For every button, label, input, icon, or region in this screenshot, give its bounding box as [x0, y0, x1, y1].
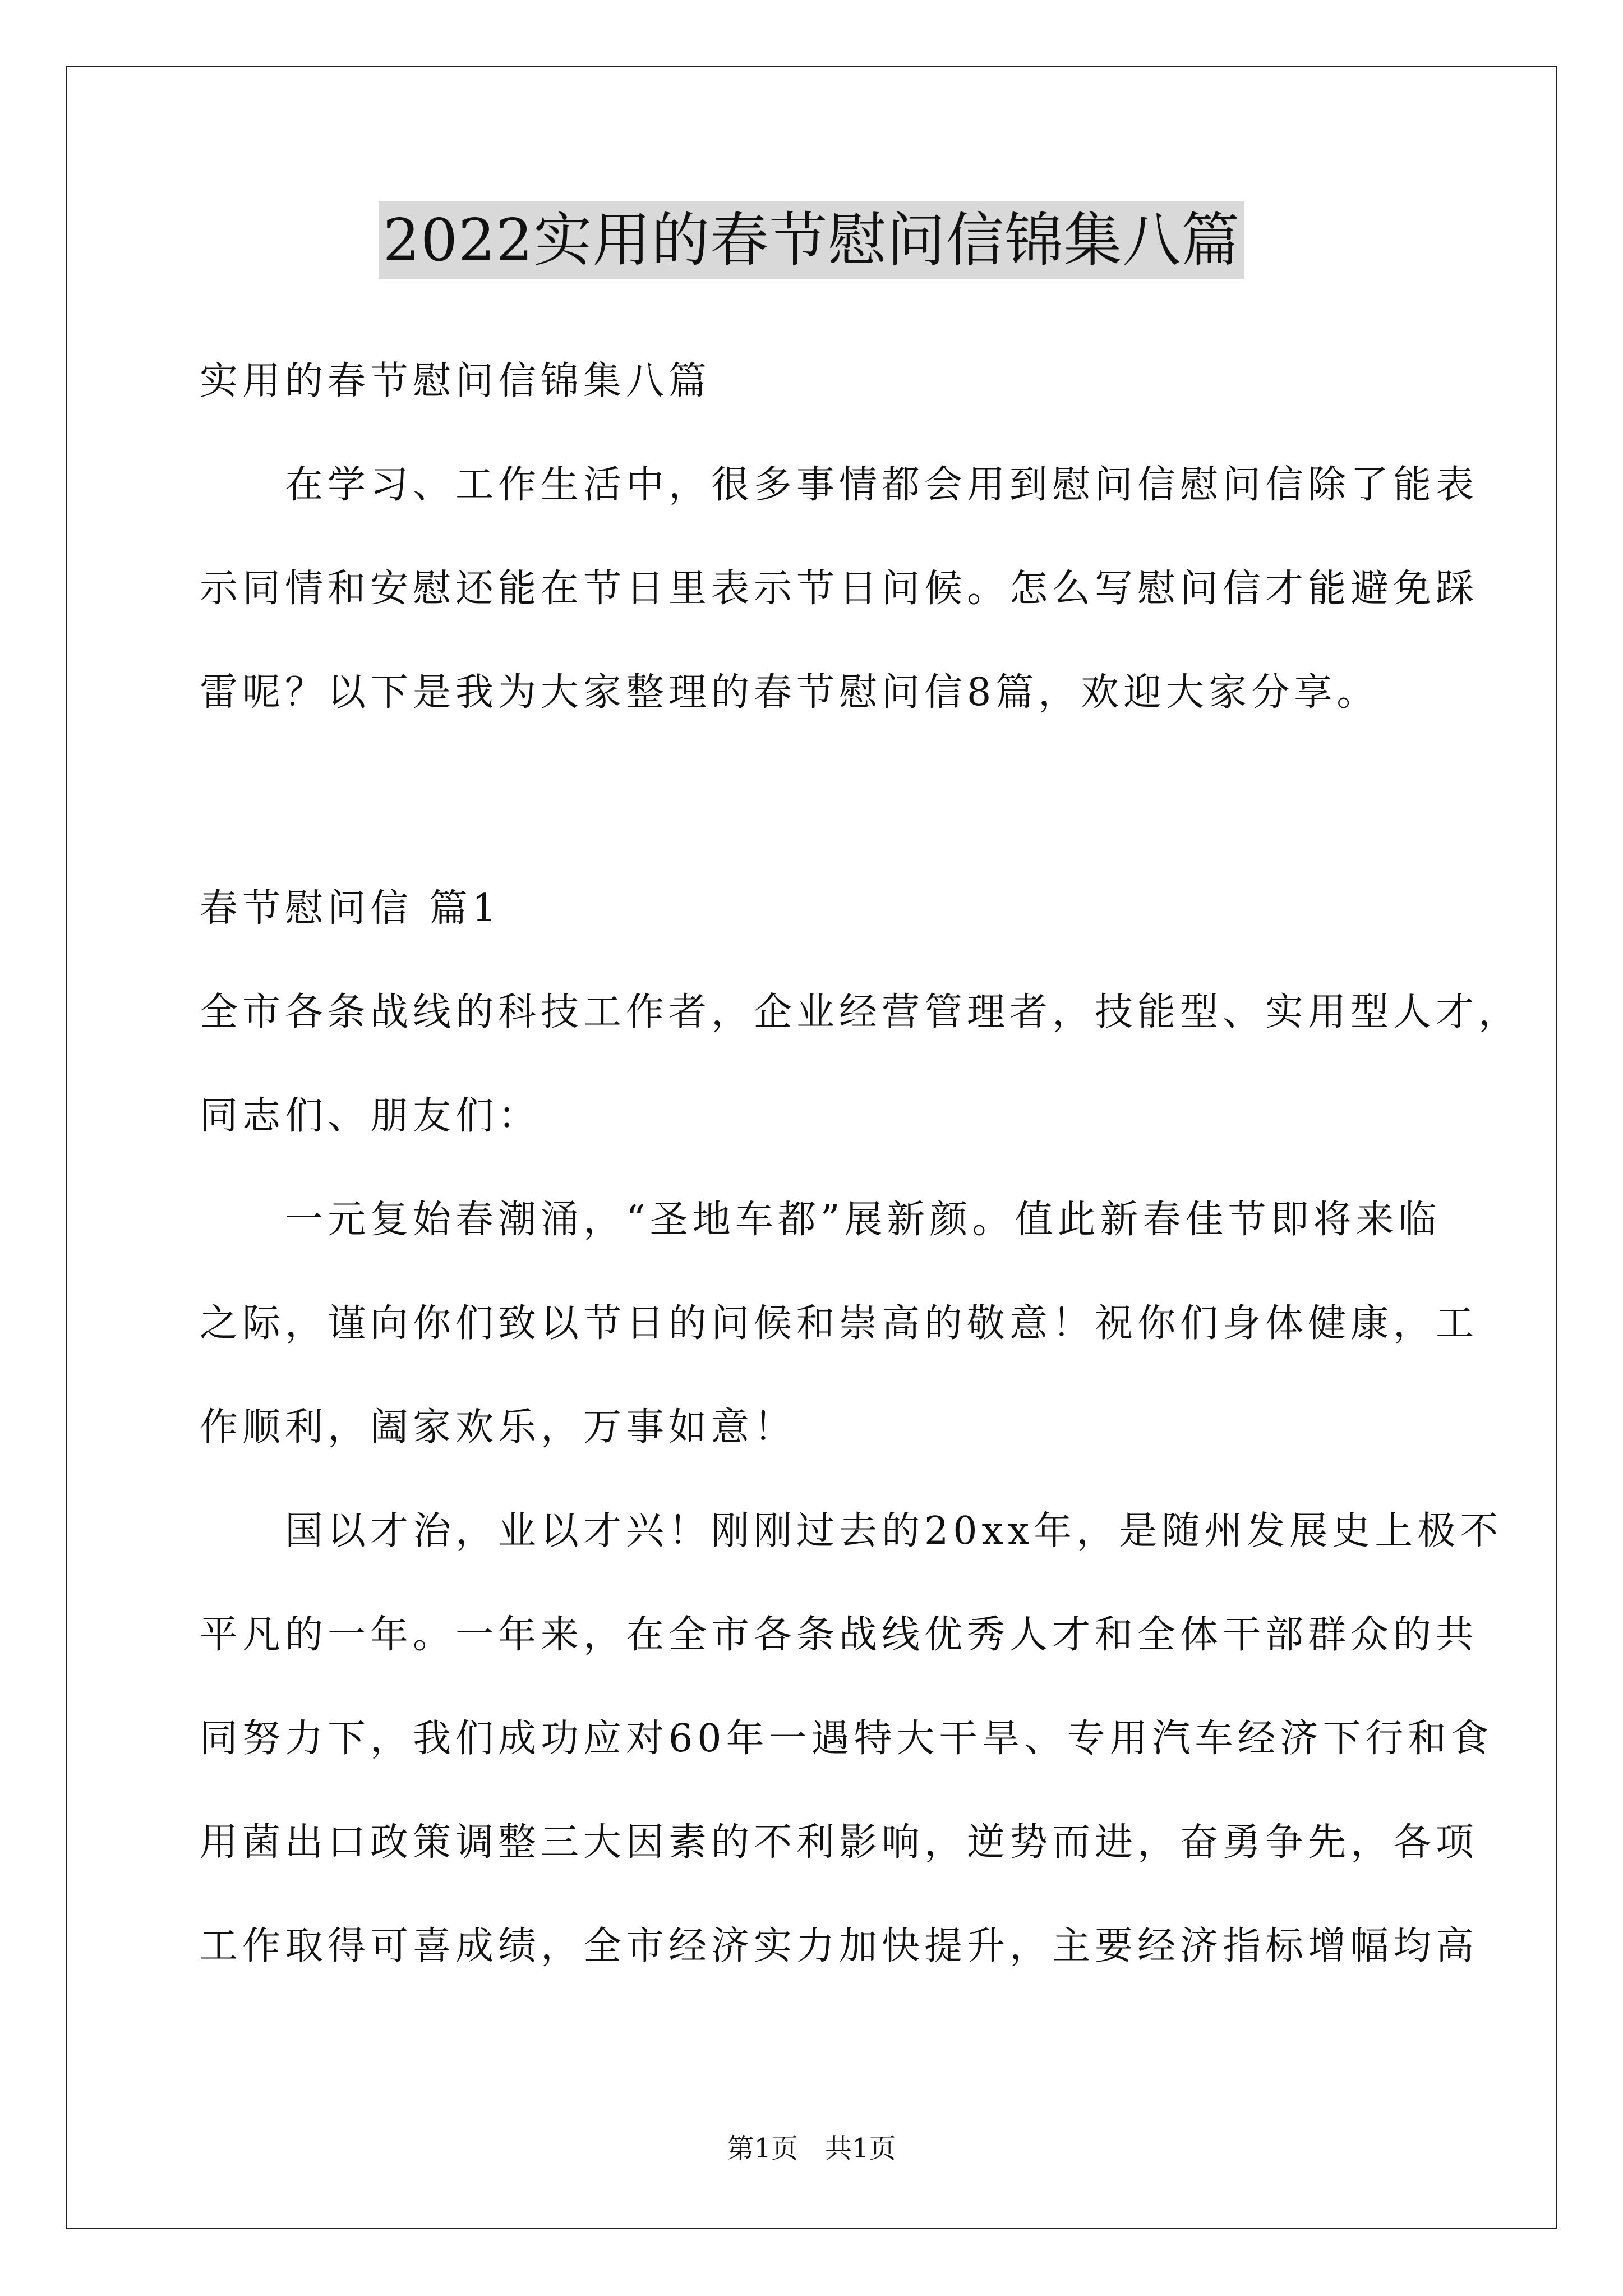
section-heading: 春节慰问信 篇1 — [200, 886, 501, 931]
body-line: 同努力下，我们成功应对60年一遇特大干旱、专用汽车经济下行和食 — [200, 1717, 1493, 1761]
body-line: 平凡的一年。一年来，在全市各条战线优秀人才和全体干部群众的共 — [200, 1613, 1479, 1657]
body-line: 同志们、朋友们： — [200, 1094, 541, 1138]
body-line: 作顺利，阖家欢乐，万事如意！ — [200, 1405, 797, 1450]
body-line: 之际，谨向你们致以节日的问候和崇高的敬意！祝你们身体健康，工 — [200, 1301, 1479, 1346]
body-line: 一元复始春潮涌，“圣地车都”展新颜。值此新春佳节即将来临 — [200, 1198, 1441, 1242]
title-container — [0, 201, 1623, 279]
body-line: 示同情和安慰还能在节日里表示节日问候。怎么写慰问信才能避免踩 — [200, 567, 1479, 611]
body-line: 用菌出口政策调整三大因素的不利影响，逆势而进，奋勇争先，各项 — [200, 1820, 1479, 1865]
body-line: 在学习、工作生活中，很多事情都会用到慰问信慰问信除了能表 — [200, 463, 1479, 507]
body-line: 雷呢？以下是我为大家整理的春节慰问信8篇，欢迎大家分享。 — [200, 670, 1380, 715]
subtitle-line: 实用的春节慰问信锦集八篇 — [200, 359, 712, 403]
body-line: 工作取得可喜成绩，全市经济实力加快提升，主要经济指标增幅均高 — [200, 1924, 1479, 1968]
body-line: 国以才治，业以才兴！刚刚过去的20xx年，是随州发展史上极不 — [200, 1509, 1503, 1553]
document-title: 2022实用的春节慰问信锦集八篇 — [379, 201, 1245, 279]
page-footer: 第1页 共1页 — [727, 2133, 896, 2164]
body-line: 全市各条战线的科技工作者，企业经营管理者，技能型、实用型人才， — [200, 990, 1521, 1034]
